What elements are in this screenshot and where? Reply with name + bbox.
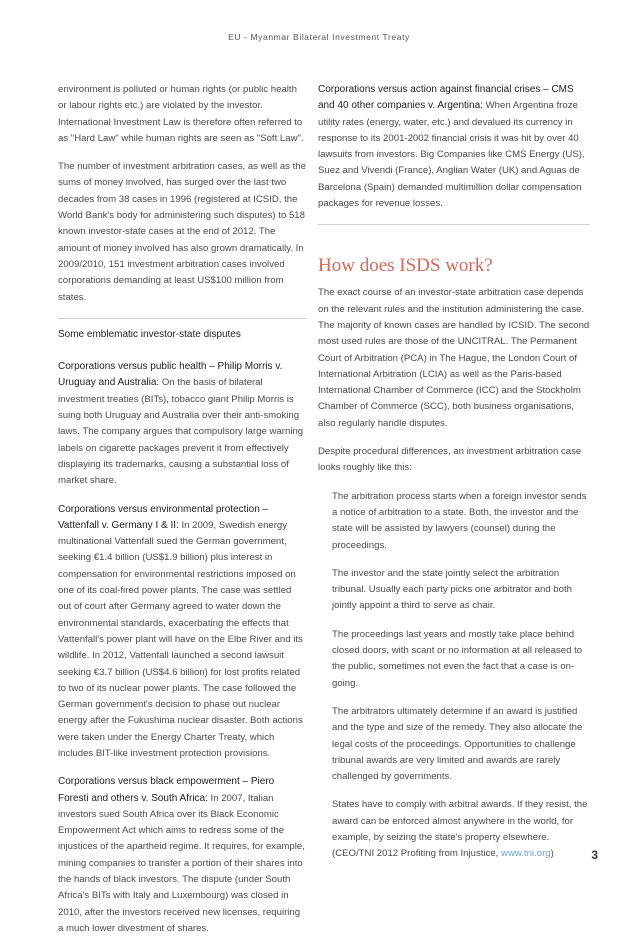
- paragraph: The number of investment arbitration cases, as well as the sums of money involved, has surged over the last two decades from 38 cases in 1996 (registered at ICSID, the World Bank's body for administering such disputes) to 518 known investor-state cases at the end of 2012. The amount of money involved has also grown dramatically. In 2009/2010, 151 investment arbitration cases involved corporations demanding at least US$100 million from states.: [58, 161, 306, 303]
- case-title: Corporations versus black empowerment – Piero Foresti and others v. South Africa:: [58, 776, 275, 804]
- left-column: [58, 82, 306, 949]
- right-column: [318, 82, 590, 875]
- case-body: In 2009, Swedish energy multinational Vattenfall sued the German government, seeking €1.4 billion (US$1.9 billion) plus interest in compensation for environmental restrictions imposed on one of its coal-fired power plants. The case was settled out of court after Germany agreed to water down the environmental standards, exacerbating the effects that Vattenfall's power plant will have on the Elbe River and its wildlife. In 2012, Vattenfall launched a second lawsuit seeking €3.7 billion (US$4.6 billion) for lost profits related to two of its nuclear power plants. The case followed the German government's decision to phase out nuclear energy after the Fukushima nuclear disaster. Both actions were taken under the Energy Charter Treaty, which includes BIT-like investment protection provisions.: [58, 519, 303, 759]
- case-body: When Argentina froze utility rates (energy, water, etc.) and devalued its currency in response to its 2001-2002 financial crisis it was hit by over 40 lawsuits from investors. Big Companies like CMS Energy (US), Suez and Vivendi (France), Anglian Water (UK) and Aguas de Barcelona (Spain) demanded multimillion dollar compensation packages for revenue losses.: [318, 100, 585, 210]
- case-paragraph: [58, 774, 306, 937]
- step-text: States have to comply with arbitral awards. If they resist, the award can be enforced almost anywhere in the world, for example, by seizing the state's property elsewhere. (CEO/TNI 2012 Profiting from Injustice,: [332, 799, 588, 860]
- subheading: Some emblematic investor-state disputes: [58, 328, 241, 340]
- tni-link[interactable]: www.tni.org: [501, 848, 551, 860]
- divider: [58, 318, 306, 319]
- step-paragraph: The arbitration process starts when a foreign investor sends a notice of arbitration to a state. Both, the investor and the state will be assisted by lawyers (counsel) during the proceedings.: [332, 490, 587, 551]
- case-body: On the basis of bilateral investment treaties (BITs), tobacco giant Philip Morris is suing both Uruguay and Australia over their anti-smoking laws. The company argues that compulsory large warning labels on cigarette packages prevent it from effectively displaying its trademarks, causing a substantial loss of market share.: [58, 377, 304, 487]
- case-paragraph: [58, 359, 306, 489]
- closing-paren: ): [550, 848, 554, 860]
- page-number: 3: [591, 848, 598, 862]
- case-title: Corporations versus environmental protection – Vattenfall v. Germany I & II:: [58, 503, 269, 531]
- divider: [318, 224, 590, 225]
- paragraph: The exact course of an investor-state arbitration case depends on the relevant rules and the institution administering the case. The majority of known cases are handled by ICSID. The second most used rules are those of the UNCITRAL. The Permanent Court of Arbitration (PCA) in The Hague, the London Court of International Arbitration (LCIA) as well as the Paris-based International Chamber of Commerce (ICC) and the Stockholm Chamber of Commerce (SCC), both business organisations, also regularly handle disputes.: [318, 287, 590, 429]
- case-title: Corporations versus action against financial crises – CMS and 40 other companies v. Argentina:: [318, 84, 574, 112]
- step-paragraph: The investor and the state jointly select the arbitration tribunal. Usually each party picks one arbitrator and both jointly appoint a third to serve as chair.: [332, 567, 572, 612]
- case-paragraph: [318, 82, 590, 212]
- step-paragraph: The arbitrators ultimately determine if an award is justified and the type and size of the remedy. They also allocate the legal costs of the proceedings. Opportunities to challenge tribunal awards are very limited and awards are rarely challenged by governments.: [332, 705, 583, 783]
- paragraph: environment is polluted or human rights (or public health or labour rights etc.) are violated by the investor. International Investment Law is therefore often referred to as "Hard Law" while human rights are seen as "Soft Law".: [58, 84, 304, 144]
- step-paragraph: The proceedings last years and mostly take place behind closed doors, with scant or no information at all released to the public, sometimes not even the fact that a case is on-going.: [332, 628, 583, 689]
- step-paragraph: [318, 797, 590, 862]
- case-body: In 2007, Italian investors sued South Africa over its Black Economic Empowerment Act which aims to redress some of the injustices of the apartheid regime. It requires, for example, mining companies to transfer a portion of their shares into the hands of black investors. The dispute (under South Africa's BITs with Italy and Luxembourg) was closed in 2010, after the investors received new licenses, requiring a much lower divestment of shares.: [58, 792, 305, 934]
- case-paragraph: [58, 502, 306, 763]
- running-header: EU - Myanmar Bilateral Investment Treaty: [228, 32, 410, 42]
- section-title: How does ISDS work?: [318, 255, 493, 277]
- paragraph: Despite procedural differences, an investment arbitration case looks roughly like this:: [318, 446, 582, 474]
- case-title: Corporations versus public health – Philip Morris v. Uruguay and Australia:: [58, 361, 283, 389]
